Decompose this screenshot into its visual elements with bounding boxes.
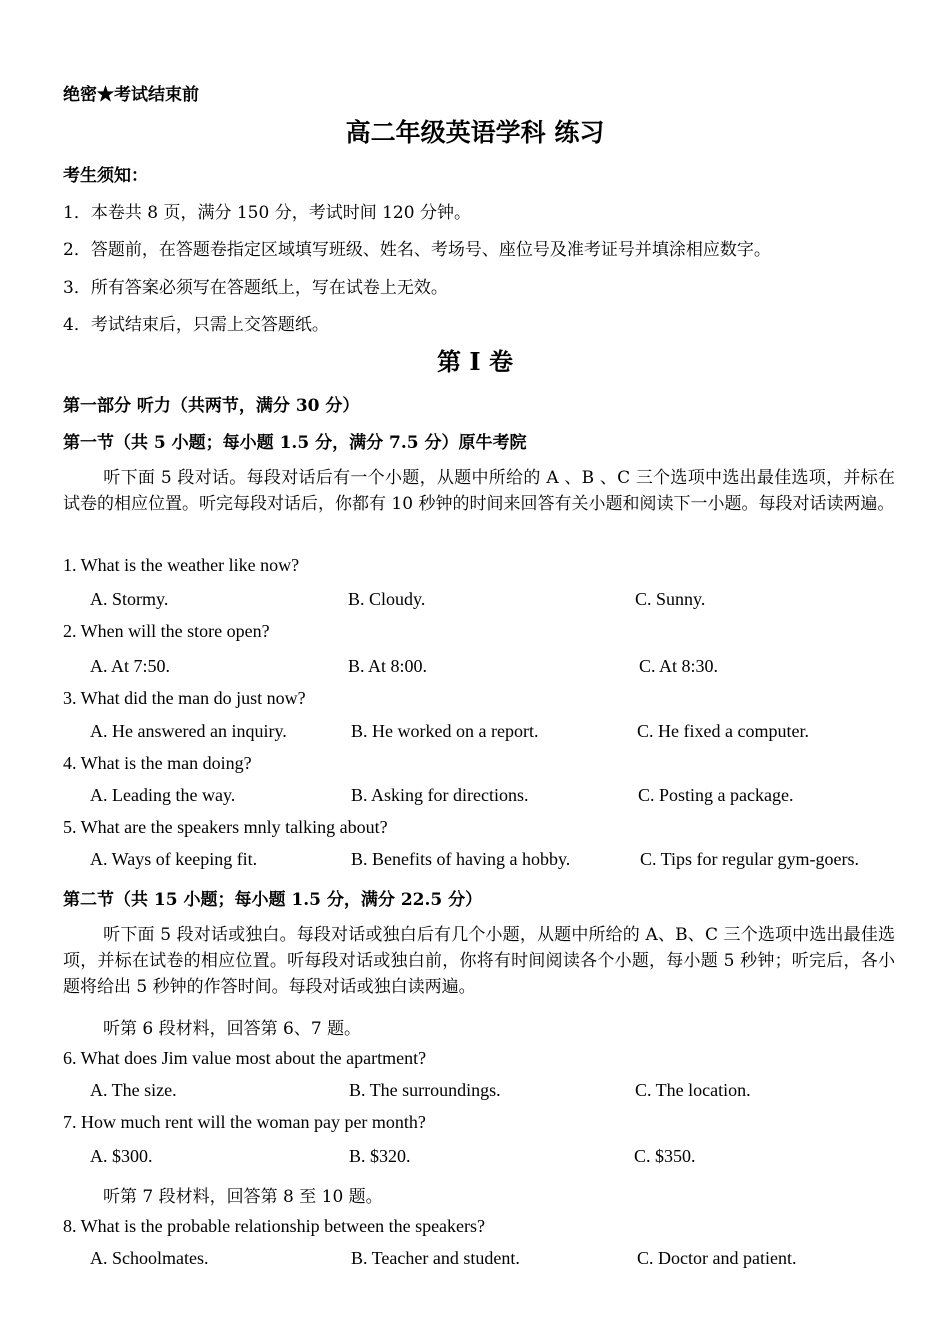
section1-instructions-text: 听下面 5 段对话。每段对话后有一个小题，从题中所给的 A 、B 、C 三个选项中选出最佳选项，并标在试卷的相应位置。听完每段对话后，你都有 10 秒钟的时间来回答有关小题和阅读下一小题。每段对话读两遍。 (63, 468, 895, 514)
notice-item-2: 2．答题前，在答题卷指定区域填写班级、姓名、考场号、座位号及准考证号并填涂相应数字。 (63, 240, 771, 260)
question-8: 8. What is the probable relationship between the speakers? (63, 1216, 486, 1236)
section1-instructions (63, 465, 895, 517)
question-6: 6. What does Jim value most about the apartment? (63, 1048, 427, 1068)
confidential-label: 绝密★考试结束前 (63, 85, 199, 105)
q7-option-c: C. $350. (634, 1146, 696, 1166)
q4-option-b: B. Asking for directions. (351, 785, 529, 805)
q2-option-b: B. At 8:00. (348, 656, 428, 676)
notice-item-1: 1．本卷共 8 页，满分 150 分，考试时间 120 分钟。 (63, 203, 471, 223)
q3-option-c: C. He fixed a computer. (637, 721, 809, 741)
q7-option-b: B. $320. (349, 1146, 411, 1166)
q5-option-b: B. Benefits of having a hobby. (351, 849, 571, 869)
q8-option-c: C. Doctor and patient. (637, 1248, 797, 1268)
q1-option-c: C. Sunny. (635, 589, 706, 609)
notice-heading: 考生须知： (63, 166, 148, 186)
question-1: 1. What is the weather like now? (63, 555, 300, 575)
q5-option-a: A. Ways of keeping fit. (90, 849, 258, 869)
material-7-note: 听第 7 段材料，回答第 8 至 10 题。 (103, 1187, 383, 1207)
q5-option-c: C. Tips for regular gym-goers. (640, 849, 859, 869)
section1-heading: 第一节（共 5 小题；每小题 1.5 分，满分 7.5 分）原牛考院 (63, 433, 527, 453)
q6-option-a: A. The size. (90, 1080, 177, 1100)
q2-option-c: C. At 8:30. (639, 656, 719, 676)
q3-option-b: B. He worked on a report. (351, 721, 539, 741)
q6-option-b: B. The surroundings. (349, 1080, 501, 1100)
section2-heading: 第二节（共 15 小题；每小题 1.5 分，满分 22.5 分） (63, 890, 483, 910)
question-5: 5. What are the speakers mnly talking about? (63, 817, 388, 837)
section2-instructions (63, 922, 895, 1000)
q1-option-a: A. Stormy. (90, 589, 169, 609)
question-4: 4. What is the man doing? (63, 753, 252, 773)
section2-instructions-text: 听下面 5 段对话或独白。每段对话或独白后有几个小题，从题中所给的 A、B、C 三个选项中选出最佳选项，并标在试卷的相应位置。听每段对话或独白前，你将有时间阅读各个小题，每小题 5 秒钟；听完后，各小题将给出 5 秒钟的作答时间。每段对话或独白读两遍。 (63, 925, 895, 997)
part1-heading: 第一部分 听力（共两节，满分 30 分） (63, 396, 360, 416)
q8-option-a: A. Schoolmates. (90, 1248, 209, 1268)
q4-option-a: A. Leading the way. (90, 785, 236, 805)
q7-option-a: A. $300. (90, 1146, 153, 1166)
q3-option-a: A. He answered an inquiry. (90, 721, 287, 741)
volume-title: 第 I 卷 (437, 347, 513, 376)
page-title: 高二年级英语学科 练习 (345, 118, 605, 147)
q1-option-b: B. Cloudy. (348, 589, 426, 609)
q4-option-c: C. Posting a package. (638, 785, 794, 805)
notice-item-4: 4．考试结束后，只需上交答题纸。 (63, 315, 329, 335)
question-7: 7. How much rent will the woman pay per month? (63, 1112, 426, 1132)
q8-option-b: B. Teacher and student. (351, 1248, 520, 1268)
notice-item-3: 3．所有答案必须写在答题纸上，写在试卷上无效。 (63, 278, 448, 298)
material-6-note: 听第 6 段材料，回答第 6、7 题。 (103, 1019, 362, 1039)
q6-option-c: C. The location. (635, 1080, 751, 1100)
question-2: 2. When will the store open? (63, 621, 270, 641)
q2-option-a: A. At 7:50. (90, 656, 171, 676)
question-3: 3. What did the man do just now? (63, 688, 306, 708)
